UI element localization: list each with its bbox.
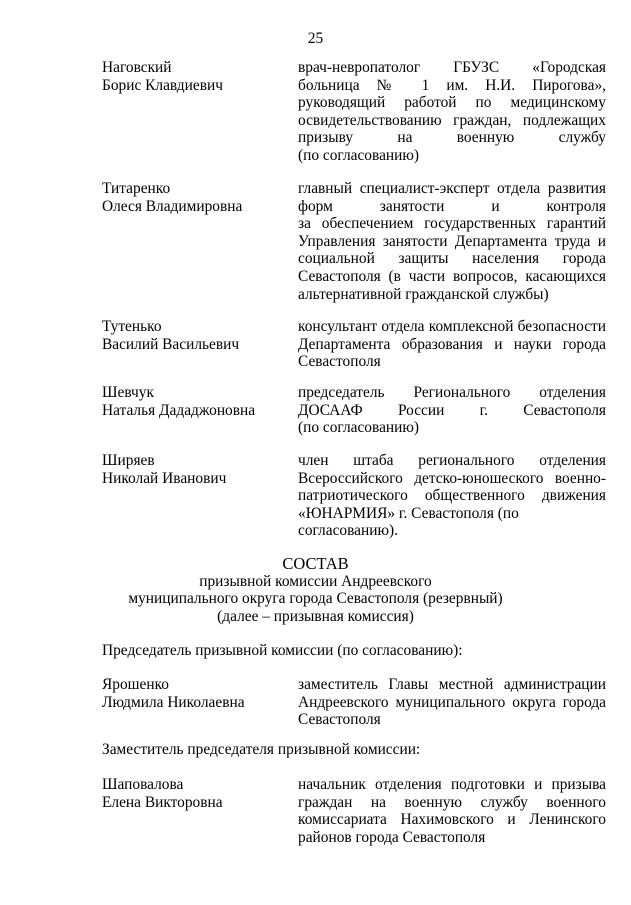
member-role: член штаба регионального отделения Всероссийского детско-юношеского военно- патриотического общественного движения «ЮНАРМИЯ» г. Севастополя (по согласованию).: [298, 452, 606, 540]
member-role: консультант отдела комплексной безопасности Департамента образования и науки города Севастополя: [298, 318, 606, 371]
section-subtitle: муниципального округа города Севастополя (резервный): [128, 590, 503, 608]
member-name: Титаренко Олеся Владимировна: [102, 180, 243, 215]
section-title: СОСТАВ: [282, 554, 349, 573]
member-role: главный специалист-эксперт отдела развития форм занятости и контроля за обеспечением государственных гарантий Управления занятости Департамента труда и социальной защиты населения города Севастополя (в части вопросов, касающихся альтернативной гражданской службы): [298, 180, 606, 303]
member-name: Тутенько Василий Васильевич: [102, 318, 240, 353]
member-name: Ширяев Николай Иванович: [102, 452, 227, 487]
member-name: Наговский Борис Клавдиевич: [102, 59, 223, 94]
member-name: Шевчук Наталья Дададжоновна: [102, 384, 256, 419]
member-role: заместитель Главы местной администрации Андреевского муниципального округа города Севастополя: [298, 676, 606, 729]
section-heading: [0, 555, 631, 625]
member-role: врач-невропатолог ГБУЗС «Городская больница № 1 им. Н.И. Пирогова», руководящий работой по медицинскому освидетельствованию граждан, подлежащих призыву на военную службу (по согласованию): [298, 59, 606, 164]
chairman-label: Председатель призывной комиссии (по согласованию):: [102, 642, 463, 659]
member-name: Шаповалова Елена Викторовна: [102, 776, 223, 811]
section-subtitle: (далее – призывная комиссия): [217, 607, 414, 625]
page-number: 25: [307, 30, 324, 47]
member-role: председатель Регионального отделения ДОСААФ России г. Севастополя (по согласованию): [298, 384, 606, 437]
deputy-label: Заместитель председателя призывной комиссии:: [102, 741, 421, 758]
member-name: Ярошенко Людмила Николаевна: [102, 676, 245, 711]
section-subtitle: призывной комиссии Андреевского: [199, 572, 432, 590]
member-role: начальник отделения подготовки и призыва граждан на военную службу военного комиссариата Нахимовского и Ленинского районов города Севастополя: [298, 776, 606, 846]
